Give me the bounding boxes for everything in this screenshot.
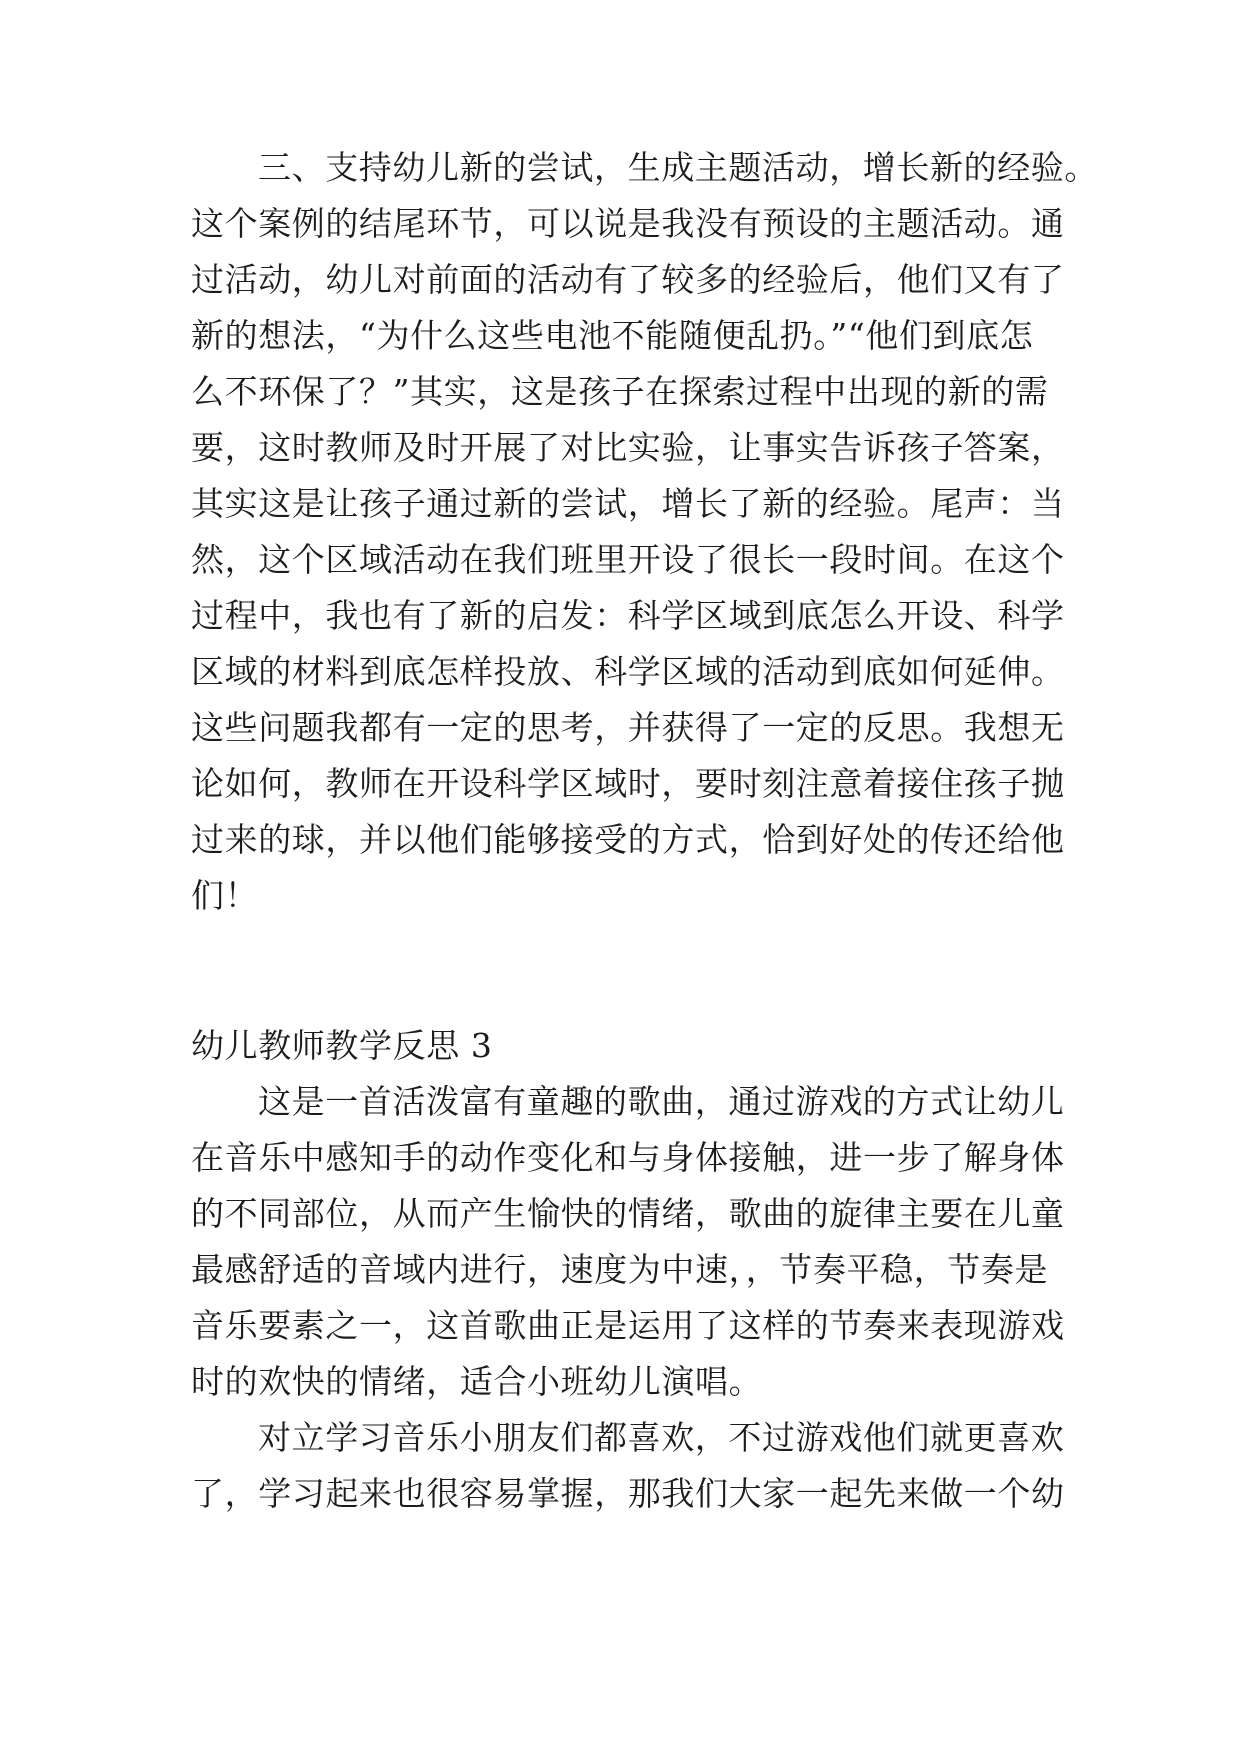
paragraph-line: 的不同部位，从而产生愉快的情绪，歌曲的旋律主要在儿童 xyxy=(191,1194,1065,1233)
paragraph-line: 这些问题我都有一定的思考，并获得了一定的反思。我想无 xyxy=(191,708,1065,747)
paragraph-line: 要，这时教师及时开展了对比实验，让事实告诉孩子答案， xyxy=(191,428,1065,467)
paragraph-line: 三、支持幼儿新的尝试，生成主题活动，增长新的经验。 xyxy=(258,148,1098,187)
paragraph-line: 音乐要素之一，这首歌曲正是运用了这样的节奏来表现游戏 xyxy=(191,1306,1065,1345)
paragraph-line: 了，学习起来也很容易掌握，那我们大家一起先来做一个幼 xyxy=(191,1474,1065,1513)
paragraph-line: 们！ xyxy=(191,876,259,915)
section-heading: 幼儿教师教学反思 3 xyxy=(191,1026,493,1065)
paragraph-line: 过来的球，并以他们能够接受的方式，恰到好处的传还给他 xyxy=(191,820,1065,859)
paragraph-line: 最感舒适的音域内进行，速度为中速，，节奏平稳，节奏是 xyxy=(191,1250,1049,1289)
paragraph-line: 过程中，我也有了新的启发：科学区域到底怎么开设、科学 xyxy=(191,596,1065,635)
paragraph-line: 论如何，教师在开设科学区域时，要时刻注意着接住孩子抛 xyxy=(191,764,1065,803)
paragraph-line: 这是一首活泼富有童趣的歌曲，通过游戏的方式让幼儿 xyxy=(258,1082,1065,1121)
paragraph-line: 新的想法，“为什么这些电池不能随便乱扔。”“他们到底怎 xyxy=(191,316,1034,355)
paragraph-line: 这个案例的结尾环节，可以说是我没有预设的主题活动。通 xyxy=(191,204,1065,243)
paragraph-line: 其实这是让孩子通过新的尝试，增长了新的经验。尾声：当 xyxy=(191,484,1065,523)
paragraph-line: 过活动，幼儿对前面的活动有了较多的经验后，他们又有了 xyxy=(191,260,1065,299)
paragraph-line: 然，这个区域活动在我们班里开设了很长一段时间。在这个 xyxy=(191,540,1065,579)
paragraph-line: 时的欢快的情绪，适合小班幼儿演唱。 xyxy=(191,1362,763,1401)
paragraph-line: 在音乐中感知手的动作变化和与身体接触，进一步了解身体 xyxy=(191,1138,1065,1177)
paragraph-line: 对立学习音乐小朋友们都喜欢，不过游戏他们就更喜欢 xyxy=(258,1418,1065,1457)
paragraph-line: 区域的材料到底怎样投放、科学区域的活动到底如何延伸。 xyxy=(191,652,1065,691)
paragraph-line: 么不环保了？”其实，这是孩子在探索过程中出现的新的需 xyxy=(191,372,1049,411)
